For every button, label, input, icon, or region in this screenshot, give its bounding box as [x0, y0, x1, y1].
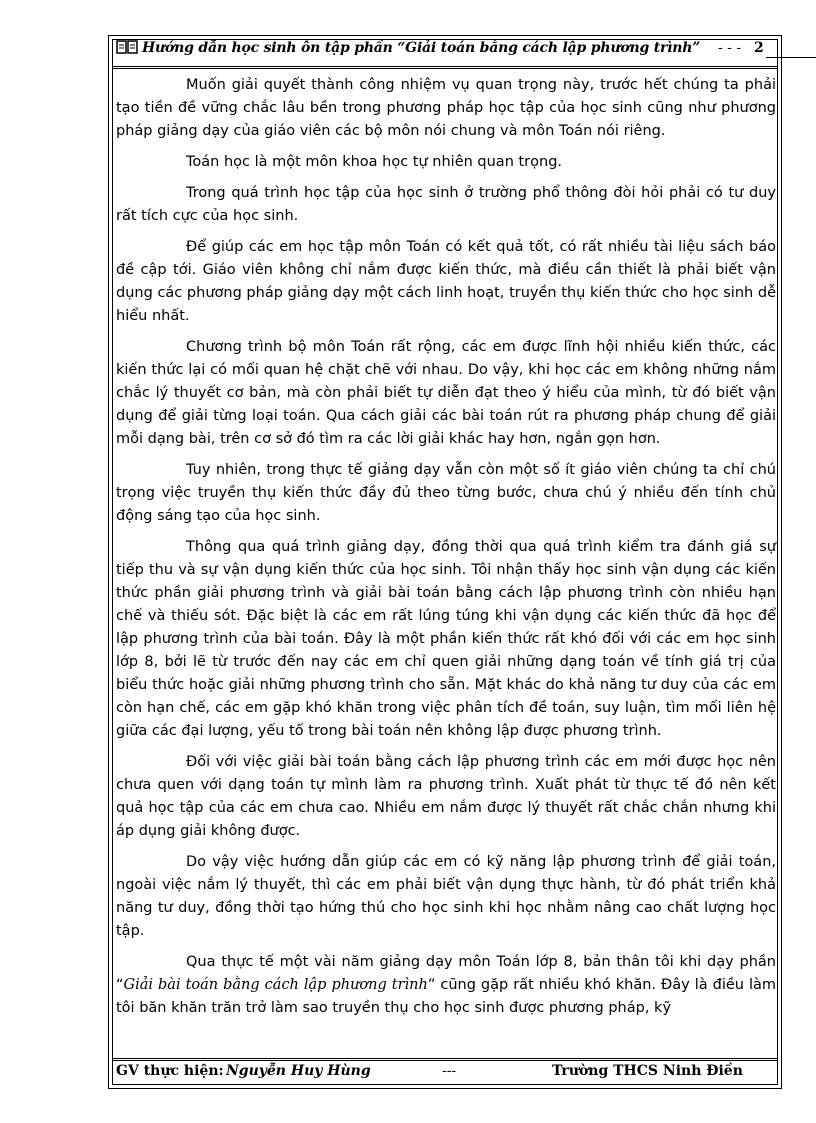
page-number-underline — [766, 57, 816, 58]
paragraph: Để giúp các em học tập môn Toán có kết quả tốt, có rất nhiều tài liệu sách báo đề cập tới. Giáo viên không chỉ nắm được kiến thức, mà điều cần thiết là phải biết vận dụng các phương pháp giảng dạy một cách linh hoạt, truyền thụ kiến thức cho học sinh dễ hiểu nhất. — [116, 239, 776, 324]
paragraph: Trong quá trình học tập của học sinh ở trường phổ thông đòi hỏi phải có tư duy rất tích cực của học sinh. — [116, 185, 776, 224]
paragraph: Thông qua quá trình giảng dạy, đồng thời qua quá trình kiểm tra đánh giá sự tiếp thu và sự vận dụng kiến thức của học sinh. Tôi nhận thấy học sinh vận dụng các kiến thức phần giải phương trình và giải bài toán bằng cách lập phương trình còn nhiều hạn chế và thiếu sót. Đặc biệt là các em rất lúng túng khi vận dụng các kiến thức đã học để lập phương trình của bài toán. Đây là một phần kiến thức rất khó đối với các em học sinh lớp 8, bởi lẽ từ trước đến nay các em chỉ quen giải những dạng toán về tính giá trị của biểu thức hoặc giải những phương trình cho sẵn. Mặt khác do khả năng tư duy của các em còn hạn chế, các em gặp khó khăn trong việc phân tích đề toán, suy luận, tìm mối liên hệ giữa các đại lượng, yếu tố trong bài toán nên không lập được phương trình. — [116, 539, 776, 739]
emphasized-title: Giải bài toán bằng cách lập phương trình — [123, 977, 428, 993]
author-label: GV thực hiện: — [116, 1063, 224, 1079]
footer-separator: --- — [442, 1063, 457, 1079]
page-footer — [116, 1063, 776, 1087]
page-number: 2 — [754, 40, 764, 56]
paragraph: Tuy nhiên, trong thực tế giảng dạy vẫn còn một số ít giáo viên chúng ta chỉ chú trọng việc truyền thụ kiến thức đầy đủ theo từng bước, chưa chú ý nhiều đến tính chủ động sáng tạo của học sinh. — [116, 462, 776, 524]
paragraph: Muốn giải quyết thành công nhiệm vụ quan trọng này, trước hết chúng ta phải tạo tiền đề vững chắc lâu bền trong phương pháp học tập của học sinh cũng như phương pháp giảng dạy của giáo viên các bộ môn nói chung và môn Toán nói riêng. — [116, 77, 776, 139]
header-rule — [112, 66, 778, 69]
paragraph-text: Qua thực tế một vài năm giảng dạy môn Toán lớp 8, bản thân tôi khi dạy phần “ — [116, 954, 776, 993]
paragraph-last — [116, 951, 776, 1020]
paragraph: Do vậy việc hướng dẫn giúp các em có kỹ năng lập phương trình để giải toán, ngoài việc nắm lý thuyết, thì các em phải biết vận dụng thực hành, từ đó phát triển khả năng tư duy, đồng thời tạo hứng thú cho học sinh khi học nhằm nâng cao chất lượng học tập. — [116, 854, 776, 939]
header-title: Hướng dẫn học sinh ôn tập phần “Giải toán bằng cách lập phương trình” — [142, 40, 701, 56]
document-body — [116, 74, 776, 1028]
page-header — [116, 40, 816, 64]
paragraph: Đối với việc giải bài toán bằng cách lập phương trình các em mới được học nên chưa quen với dạng toán tự mình làm ra phương trình. Xuất phát từ thực tế đó nên kết quả học tập của các em chưa cao. Nhiều em nắm được lý thuyết rất chắc chắn nhưng khi áp dụng giải không được. — [116, 754, 776, 839]
author-name: Nguyễn Huy Hùng — [226, 1063, 371, 1079]
school-name: Trường THCS Ninh Điền — [552, 1063, 743, 1079]
paragraph: Chương trình bộ môn Toán rất rộng, các em được lĩnh hội nhiều kiến thức, các kiến thức lại có mối quan hệ chặt chẽ với nhau. Do vậy, khi học các em không những nắm chắc lý thuyết cơ bản, mà còn phải biết tự diễn đạt theo ý hiểu của mình, từ đó biết vận dụng để giải từng loại toán. Qua cách giải các bài toán rút ra phương pháp chung để giải mỗi dạng bài, trên cơ sở đó tìm ra các lời giải khác hay hơn, ngắn gọn hơn. — [116, 339, 776, 447]
book-icon — [116, 40, 138, 54]
paragraph: Toán học là một môn khoa học tự nhiên quan trọng. — [186, 154, 563, 170]
footer-rule — [112, 1058, 778, 1061]
header-separator: - - - — [718, 40, 742, 56]
paragraph-text: ” cũng gặp rất nhiều khó khăn. Đây là điều làm tôi băn khăn trăn trở làm sao truyền thụ cho học sinh được phương pháp, kỹ — [116, 977, 777, 1016]
